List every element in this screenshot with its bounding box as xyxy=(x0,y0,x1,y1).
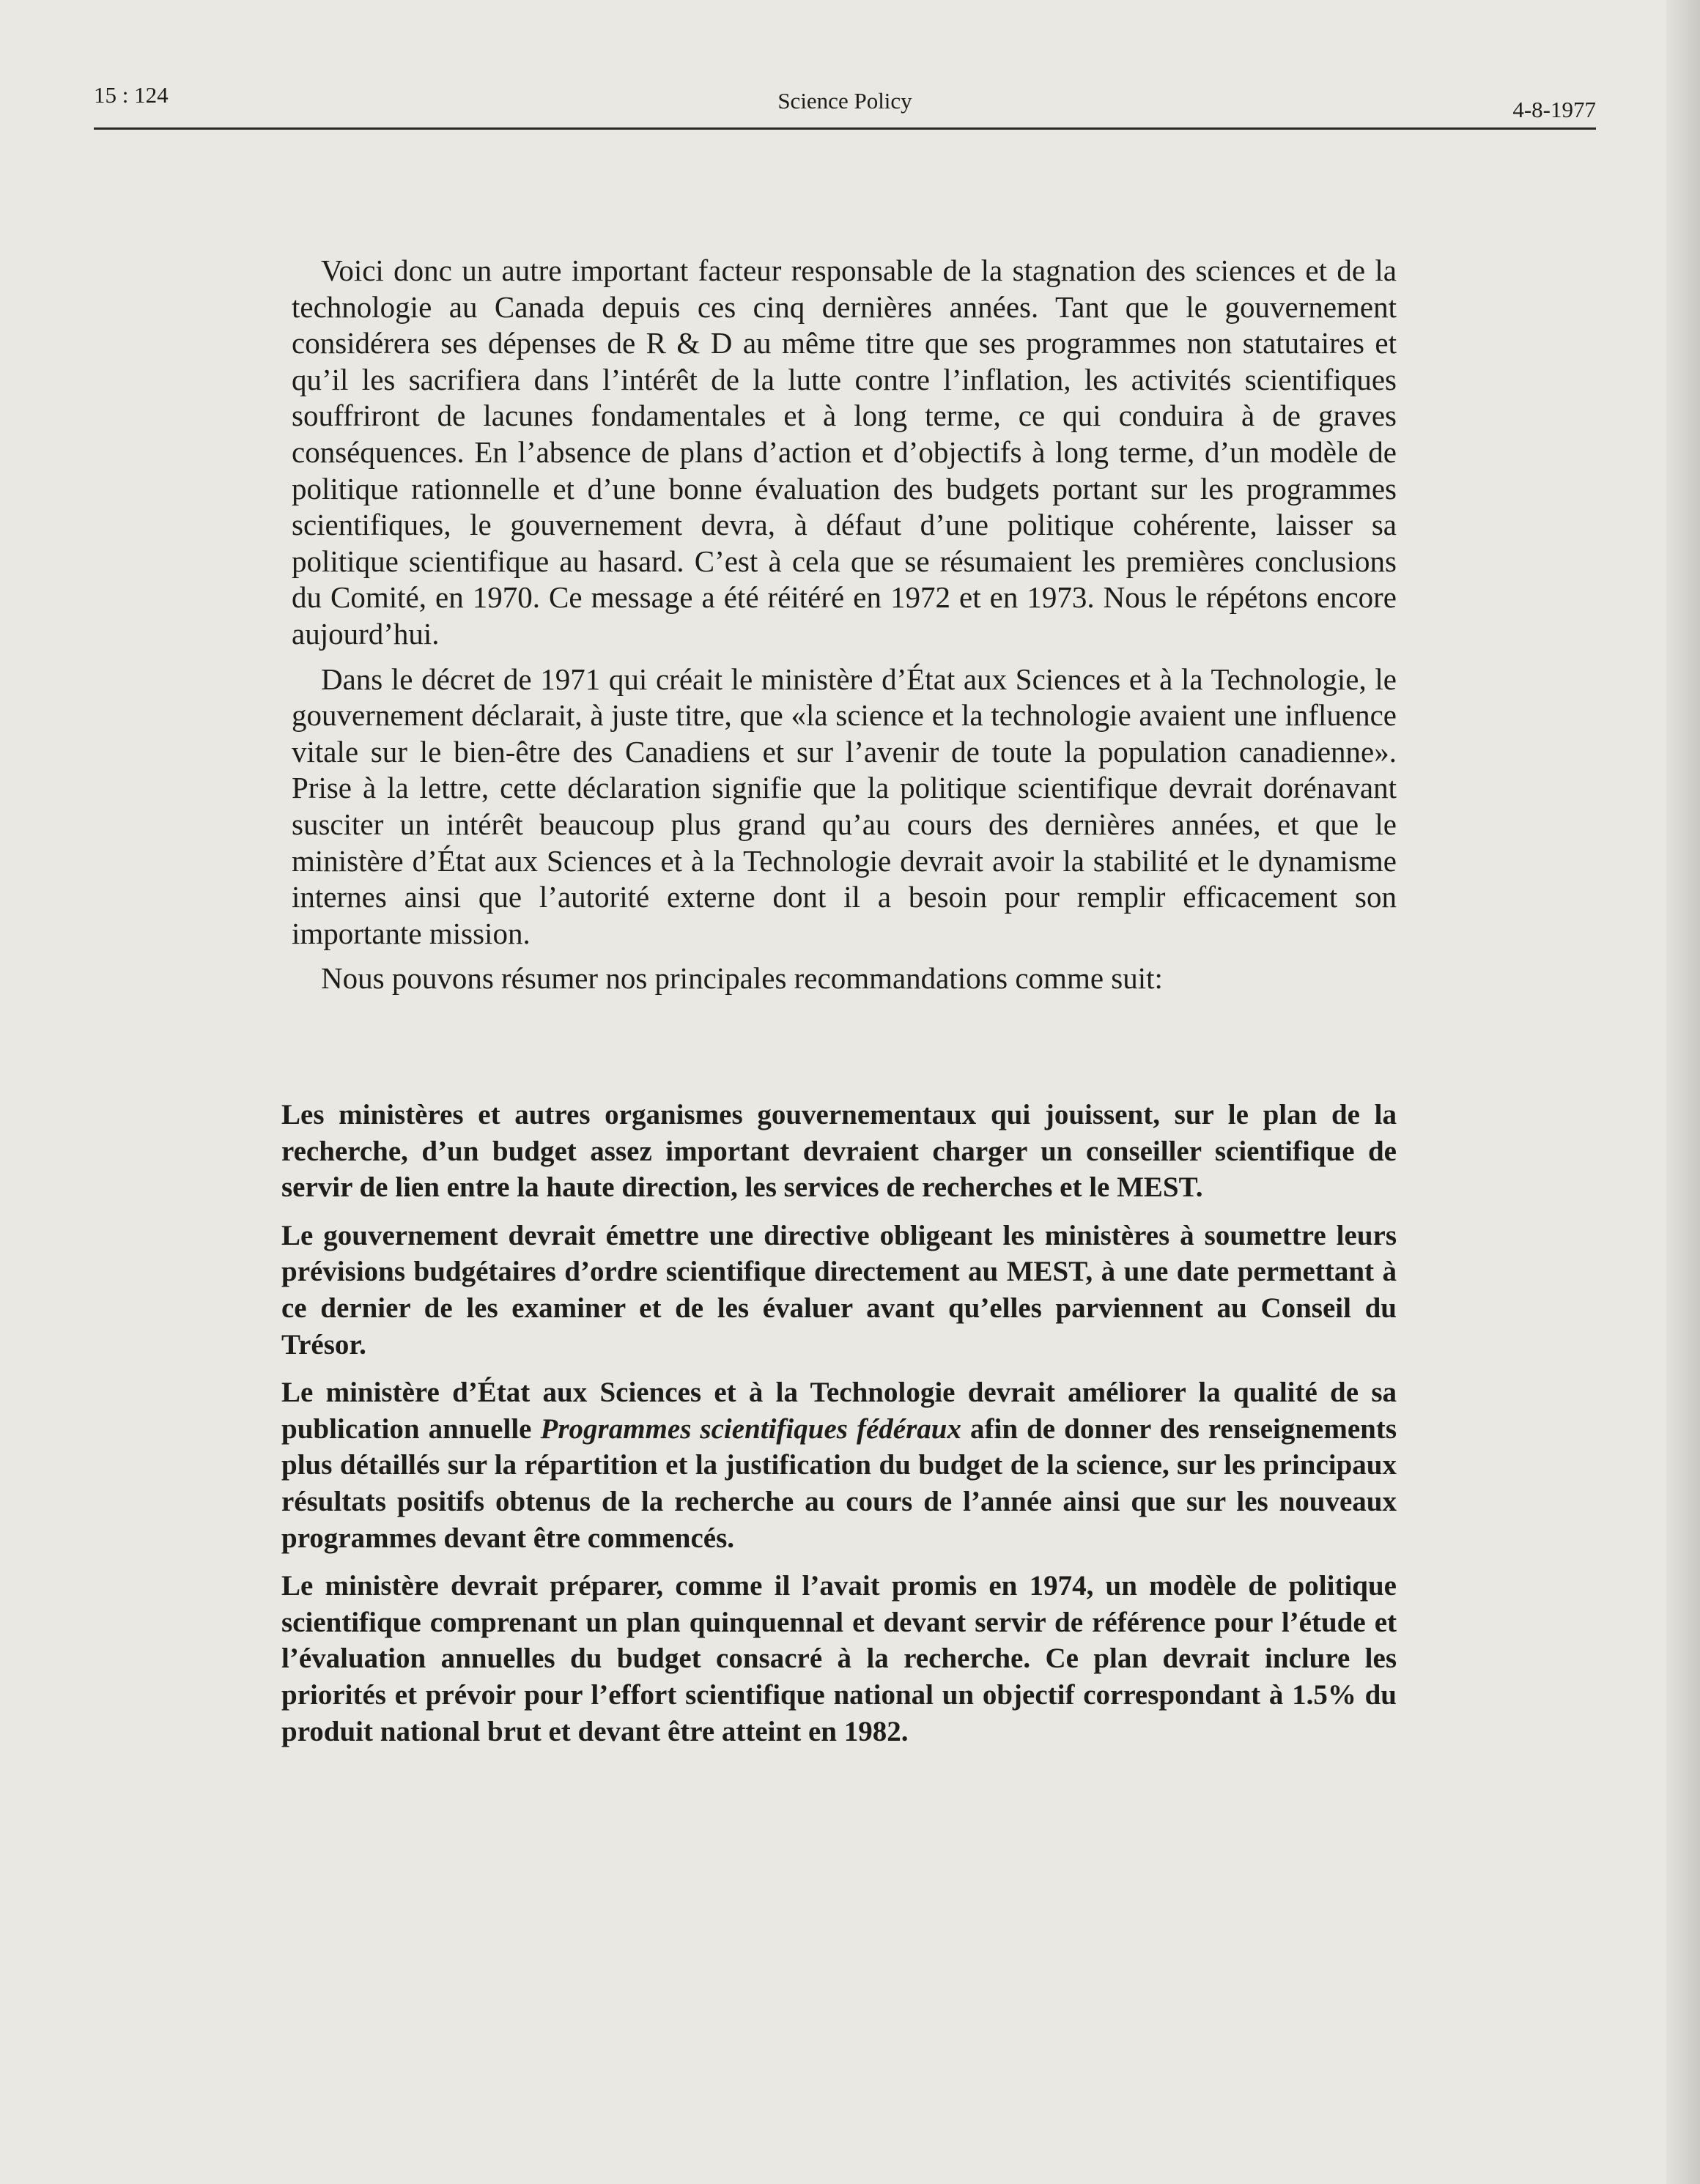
paragraph: Voici donc un autre important facteur responsable de la stagnation des sciences et de la technologie au Canada depuis ces cinq dernières années. Tant que le gouvernement considérera ses dépenses de R & D au même titre que ses programmes non statutaires et qu’il les sacrifiera dans l’intérêt de la lutte contre l’inflation, les activités scientifiques souffriront de lacunes fondamentales et à long terme, ce qui conduira à de graves conséquences. En l’absence de plans d’action et d’objectifs à long terme, d’un modèle de politique rationnelle et d’une bonne évaluation des budgets portant sur les programmes scientifiques, le gouvernement devra, à défaut d’une politique cohérente, laisser sa politique scientifique au hasard. C’est à cela que se résumaient les premières conclusions du Comité, en 1970. Ce message a été réitéré en 1972 et en 1973. Nous le répétons encore aujourd’hui. xyxy=(292,253,1397,651)
recommendation xyxy=(281,1374,1397,1556)
body-text xyxy=(292,253,1397,1006)
recommendation-text: Le ministère d’État aux Sciences et à la Technologie devrait améliorer la qualité de sa publication annuelle xyxy=(281,1377,1397,1445)
header-date: 4-8-1977 xyxy=(1512,97,1596,122)
page-edge-shadow xyxy=(1666,0,1700,2184)
page-number: 15 : 124 xyxy=(94,82,169,108)
paragraph: Nous pouvons résumer nos principales recommandations comme suit: xyxy=(321,961,1163,996)
running-title: Science Policy xyxy=(777,88,912,114)
recommendation-text: afin de donner des renseignements plus détaillés sur la répartition et la justification du budget de la science, sur les principaux résultats positifs obtenus de la recherche au cours de l’année ainsi que sur les nouveaux programmes devant être commencés. xyxy=(281,1413,1397,1554)
recommendation: Les ministères et autres organismes gouvernementaux qui jouissent, sur le plan de la recherche, d’un budget assez important devraient charger un conseiller scientifique de servir de lien entre la haute direction, les services de recherches et le MEST. xyxy=(281,1099,1397,1204)
recommendation: Le gouvernement devrait émettre une directive obligeant les ministères à soumettre leurs prévisions budgétaires d’ordre scientifique directement au MEST, à une date permettant à ce dernier de les examiner et de les évaluer avant qu’elles parviennent au Conseil du Trésor. xyxy=(281,1219,1397,1361)
recommendation: Le ministère devrait préparer, comme il l’avait promis en 1974, un modèle de politique scientifique comprenant un plan quinquennal et devant servir de référence pour l’étude et l’évaluation annuelles du budget consacré à la recherche. Ce plan devrait inclure les priorités et prévoir pour l’effort scientifique national un objectif correspondant à 1.5% du produit national brut et devant être atteint en 1982. xyxy=(281,1570,1397,1747)
recommendations-list xyxy=(281,1097,1397,1761)
paragraph: Dans le décret de 1971 qui créait le ministère d’État aux Sciences et à la Technologie, le gouvernement déclarait, à juste titre, que «la science et la technologie avaient une influence vitale sur le bien-être des Canadiens et sur l’avenir de toute la population canadienne». Prise à la lettre, cette déclaration signifie que la politique scientifique devrait dorénavant susciter un intérêt beaucoup plus grand qu’au cours des dernières années, et que le ministère d’État aux Sciences et à la Technologie devrait avoir la stabilité et le dynamisme internes ainsi que l’autorité externe dont il a besoin pour remplir efficacement son importante mission. xyxy=(292,662,1397,950)
running-header xyxy=(94,76,1596,130)
publication-title: Programmes scientifiques fédéraux xyxy=(540,1413,961,1445)
